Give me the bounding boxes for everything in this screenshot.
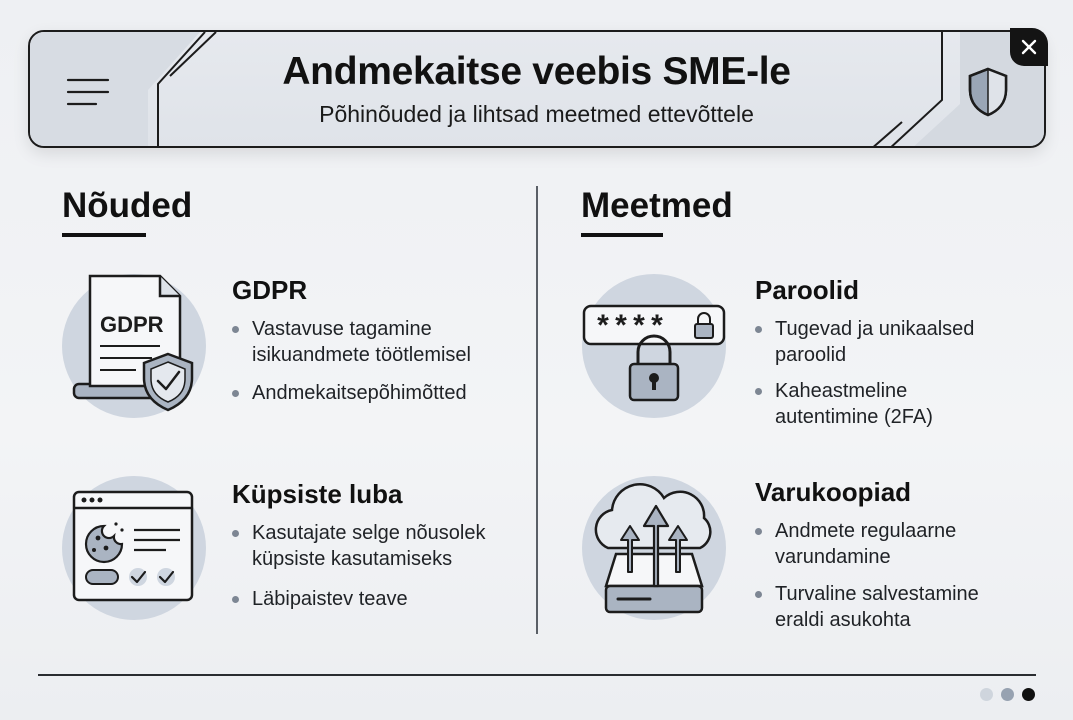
bullet-text: Vastavuse tagamine — [252, 318, 432, 340]
bullet-item — [230, 316, 530, 368]
bullet-item — [230, 520, 530, 572]
gdpr-document-shield-icon — [60, 266, 220, 426]
password-lock-icon — [578, 266, 738, 426]
bullet-text: eraldi asukohta — [775, 609, 911, 631]
column-divider — [536, 186, 538, 634]
section-underline — [581, 233, 663, 237]
bullet-text: küpsiste kasutamiseks — [252, 548, 453, 570]
bullet-text: Tugevad ja unikaalsed — [775, 318, 975, 340]
pagination-dot[interactable] — [1001, 688, 1014, 701]
bullet-item — [230, 586, 530, 612]
item-title-backups: Varukoopiad — [755, 477, 912, 507]
bullet-text: Turvaline salvestamine — [775, 583, 979, 605]
bullet-text: varundamine — [775, 546, 891, 568]
pagination-dot-active[interactable] — [1022, 688, 1035, 701]
item-title-gdpr: GDPR — [232, 275, 308, 305]
bullet-text: paroolid — [775, 344, 847, 366]
password-icon-mask: **** — [594, 312, 667, 346]
bullet-text: autentimine (2FA) — [775, 406, 933, 428]
gdpr-icon-label: GDPR — [100, 312, 164, 337]
footer-divider — [38, 674, 1036, 676]
cloud-backup-icon — [578, 468, 738, 628]
bullet-text: Andmekaitsepõhimõtted — [252, 382, 467, 404]
bullet-item — [753, 518, 1043, 570]
item-title-cookies: Küpsiste luba — [232, 479, 403, 509]
bullet-text: Läbipaistev teave — [252, 588, 408, 610]
page-title: Andmekaitse veebis SME-le — [282, 50, 791, 93]
cookie-consent-browser-icon — [60, 468, 220, 628]
bullet-item — [230, 380, 530, 406]
bullet-text: Andmete regulaarne — [775, 520, 957, 542]
bullet-text: Kasutajate selge nõusolek — [252, 522, 486, 544]
bullet-text: isikuandmete töötlemisel — [252, 344, 471, 366]
pagination-dot[interactable] — [980, 688, 993, 701]
pagination-dots — [980, 688, 1040, 702]
bullet-text: Kaheastmeline — [775, 380, 908, 402]
item-title-passwords: Paroolid — [755, 275, 860, 305]
bullet-item — [753, 581, 1043, 633]
bullet-item — [753, 316, 1043, 368]
bullet-item — [753, 378, 1043, 430]
section-underline — [62, 233, 146, 237]
section-heading-measures: Meetmed — [581, 186, 733, 225]
page-subtitle: Põhinõuded ja lihtsad meetmed ettevõttele — [319, 101, 754, 127]
section-heading-requirements: Nõuded — [62, 186, 193, 225]
